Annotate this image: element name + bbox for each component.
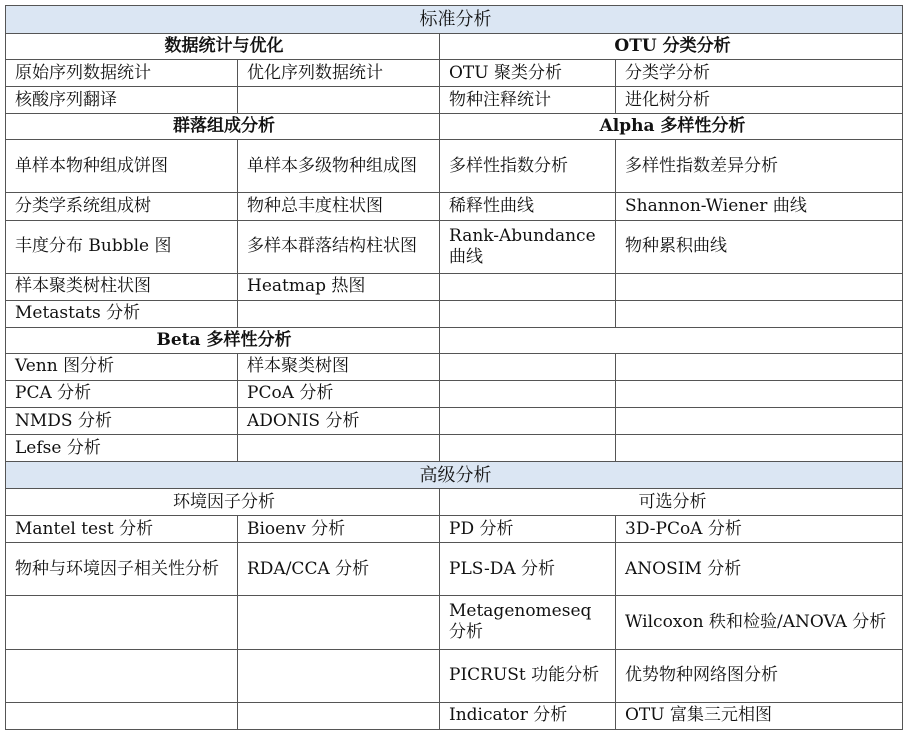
cell-picrust: PICRUSt 功能分析 — [440, 649, 616, 702]
cell-taxonomy-tree: 分类学系统组成树 — [6, 193, 238, 220]
cell-empty — [440, 327, 903, 353]
cell-pcoa: PCoA 分析 — [238, 380, 440, 407]
cell-community-bar: 多样本群落结构柱状图 — [238, 220, 440, 273]
cell-raw-seq-stats: 原始序列数据统计 — [6, 60, 238, 87]
cell-empty — [238, 435, 440, 462]
cell-venn: Venn 图分析 — [6, 353, 238, 380]
cell-empty — [440, 407, 616, 434]
cell-empty — [238, 87, 440, 114]
cell-bubble: 丰度分布 Bubble 图 — [6, 220, 238, 273]
cell-shannon: Shannon-Wiener 曲线 — [616, 193, 903, 220]
community-header: 群落组成分析 — [6, 114, 440, 140]
cell-mantel: Mantel test 分析 — [6, 516, 238, 543]
cell-empty — [238, 702, 440, 729]
cell-env-correlation: 物种与环境因子相关性分析 — [6, 543, 238, 596]
cell-abundance-bar: 物种总丰度柱状图 — [238, 193, 440, 220]
cell-empty — [440, 300, 616, 327]
analysis-table — [5, 5, 903, 730]
cell-anosim: ANOSIM 分析 — [616, 543, 903, 596]
standard-analysis-banner: 标准分析 — [6, 6, 903, 34]
cell-nucleic-translate: 核酸序列翻译 — [6, 87, 238, 114]
cell-metagenomeseq: Metagenomeseq 分析 — [440, 596, 616, 649]
cell-empty — [440, 273, 616, 300]
cell-pls-da: PLS-DA 分析 — [440, 543, 616, 596]
cell-rank-abundance: Rank-Abundance 曲线 — [440, 220, 616, 273]
cell-pd: PD 分析 — [440, 516, 616, 543]
cell-diversity-diff: 多样性指数差异分析 — [616, 140, 903, 193]
advanced-analysis-banner: 高级分析 — [6, 462, 903, 489]
cell-network: 优势物种网络图分析 — [616, 649, 903, 702]
optional-header: 可选分析 — [440, 489, 903, 516]
cell-empty — [238, 596, 440, 649]
cell-indicator: Indicator 分析 — [440, 702, 616, 729]
cell-metastats: Metastats 分析 — [6, 300, 238, 327]
cell-empty — [616, 273, 903, 300]
cell-species-annot: 物种注释统计 — [440, 87, 616, 114]
cell-rarefaction: 稀释性曲线 — [440, 193, 616, 220]
cell-lefse: Lefse 分析 — [6, 435, 238, 462]
cell-empty — [6, 702, 238, 729]
cell-bioenv: Bioenv 分析 — [238, 516, 440, 543]
cell-ternary: OTU 富集三元相图 — [616, 702, 903, 729]
cell-adonis: ADONIS 分析 — [238, 407, 440, 434]
cell-cluster-bar: 样本聚类树柱状图 — [6, 273, 238, 300]
cell-accumulation: 物种累积曲线 — [616, 220, 903, 273]
cell-rda-cca: RDA/CCA 分析 — [238, 543, 440, 596]
cell-empty — [6, 596, 238, 649]
cell-opt-seq-stats: 优化序列数据统计 — [238, 60, 440, 87]
data-stats-header: 数据统计与优化 — [6, 34, 440, 60]
cell-empty — [238, 649, 440, 702]
cell-empty — [440, 380, 616, 407]
cell-empty — [6, 649, 238, 702]
cell-nmds: NMDS 分析 — [6, 407, 238, 434]
cell-empty — [616, 435, 903, 462]
beta-header: Beta 多样性分析 — [6, 327, 440, 353]
otu-header: OTU 分类分析 — [440, 34, 903, 60]
cell-empty — [440, 353, 616, 380]
cell-diversity-index: 多样性指数分析 — [440, 140, 616, 193]
cell-phylo-tree: 进化树分析 — [616, 87, 903, 114]
cell-empty — [440, 435, 616, 462]
cell-wilcoxon: Wilcoxon 秩和检验/ANOVA 分析 — [616, 596, 903, 649]
alpha-header: Alpha 多样性分析 — [440, 114, 903, 140]
cell-sample-cluster: 样本聚类树图 — [238, 353, 440, 380]
cell-heatmap: Heatmap 热图 — [238, 273, 440, 300]
cell-empty — [616, 380, 903, 407]
env-header: 环境因子分析 — [6, 489, 440, 516]
cell-3d-pcoa: 3D-PCoA 分析 — [616, 516, 903, 543]
cell-otu-cluster: OTU 聚类分析 — [440, 60, 616, 87]
cell-empty — [616, 407, 903, 434]
cell-empty — [616, 353, 903, 380]
cell-taxonomy: 分类学分析 — [616, 60, 903, 87]
cell-multilevel: 单样本多级物种组成图 — [238, 140, 440, 193]
cell-empty — [616, 300, 903, 327]
cell-pie-chart: 单样本物种组成饼图 — [6, 140, 238, 193]
cell-empty — [238, 300, 440, 327]
cell-pca: PCA 分析 — [6, 380, 238, 407]
